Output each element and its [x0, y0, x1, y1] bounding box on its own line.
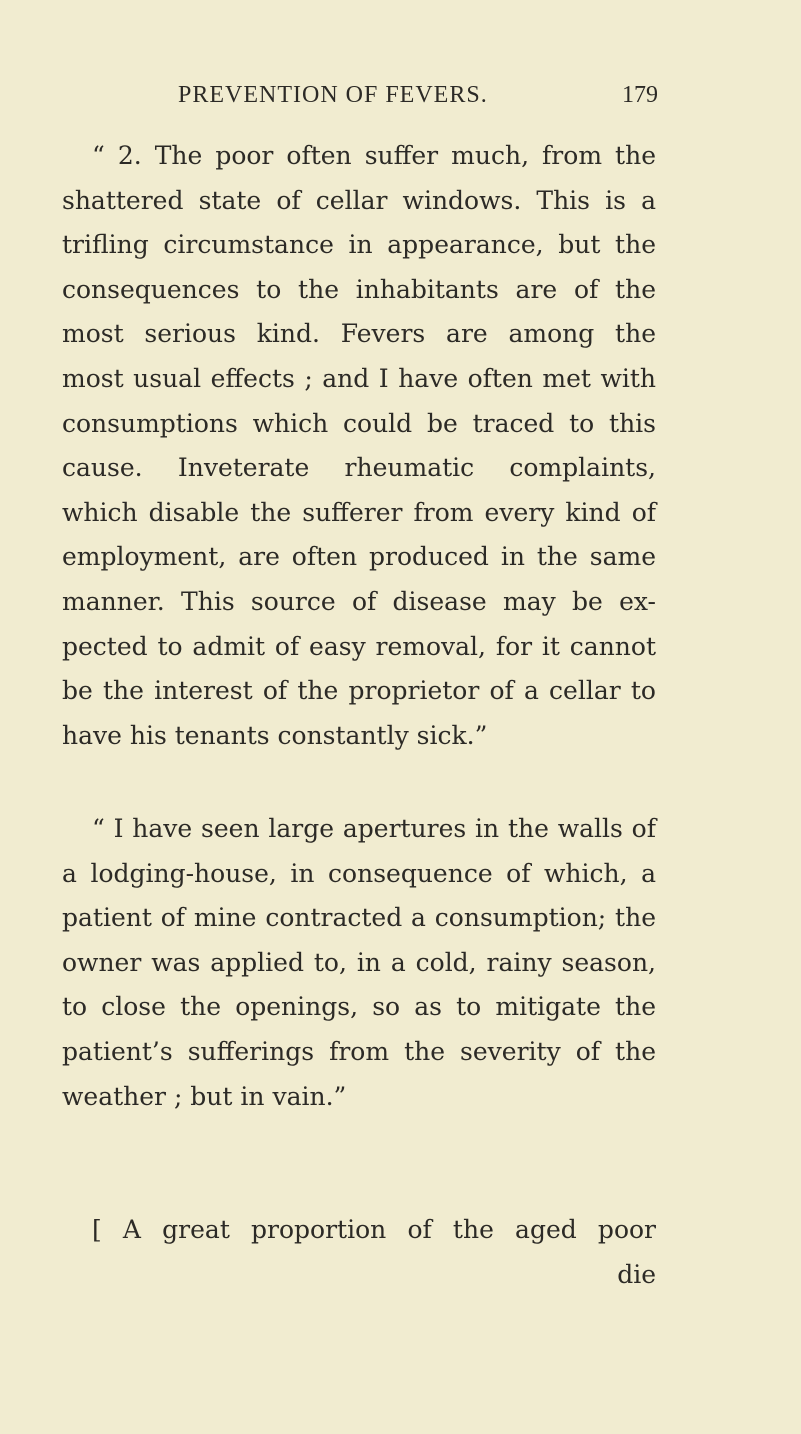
text-line: employment, are often produced in the same — [62, 542, 656, 572]
running-head: PREVENTION OF FEVERS. — [178, 82, 488, 108]
text-line: patient of mine contracted a consumption; the — [62, 903, 656, 933]
text-line: most serious kind. Fevers are among the — [62, 319, 656, 349]
text-line: which disable the sufferer from every kind of — [62, 497, 656, 527]
text-line: to close the openings, so as to mitigate the — [62, 992, 656, 1022]
text-line: a lodging-house, in consequence of which, a — [62, 858, 656, 888]
text-line: have his tenants constantly sick.” — [62, 720, 488, 750]
paragraph-lodging-house — [62, 807, 656, 1119]
page-number: 179 — [622, 82, 658, 108]
text-line: “ I have seen large apertures in the walls of — [92, 814, 656, 843]
text-line: patient’s sufferings from the severity of the — [62, 1036, 656, 1066]
text-line: pected to admit of easy removal, for it cannot — [62, 631, 656, 661]
page-header — [178, 82, 658, 122]
text-line: trifling circumstance in appearance, but the — [62, 230, 656, 260]
text-line: manner. This source of disease may be ex- — [62, 586, 656, 616]
text-line: most usual effects ; and I have often met with — [62, 363, 656, 393]
text-line: weather ; but in vain.” — [62, 1081, 347, 1111]
paragraph-aged-poor — [62, 1208, 656, 1297]
text-line: “ 2. The poor often suffer much, from the — [92, 141, 656, 170]
text-line: [ A great proportion of the aged poor — [92, 1215, 656, 1244]
paragraph-cellar-windows — [62, 134, 656, 758]
text-line: consumptions which could be traced to this — [62, 408, 656, 438]
text-line: cause. Inveterate rheumatic complaints, — [62, 453, 656, 483]
text-line: be the interest of the proprietor of a cellar to — [62, 676, 656, 706]
text-line: consequences to the inhabitants are of the — [62, 274, 656, 304]
text-line: shattered state of cellar windows. This is a — [62, 185, 656, 215]
catchword: die — [617, 1259, 656, 1289]
text-line: owner was applied to, in a cold, rainy season, — [62, 947, 656, 977]
